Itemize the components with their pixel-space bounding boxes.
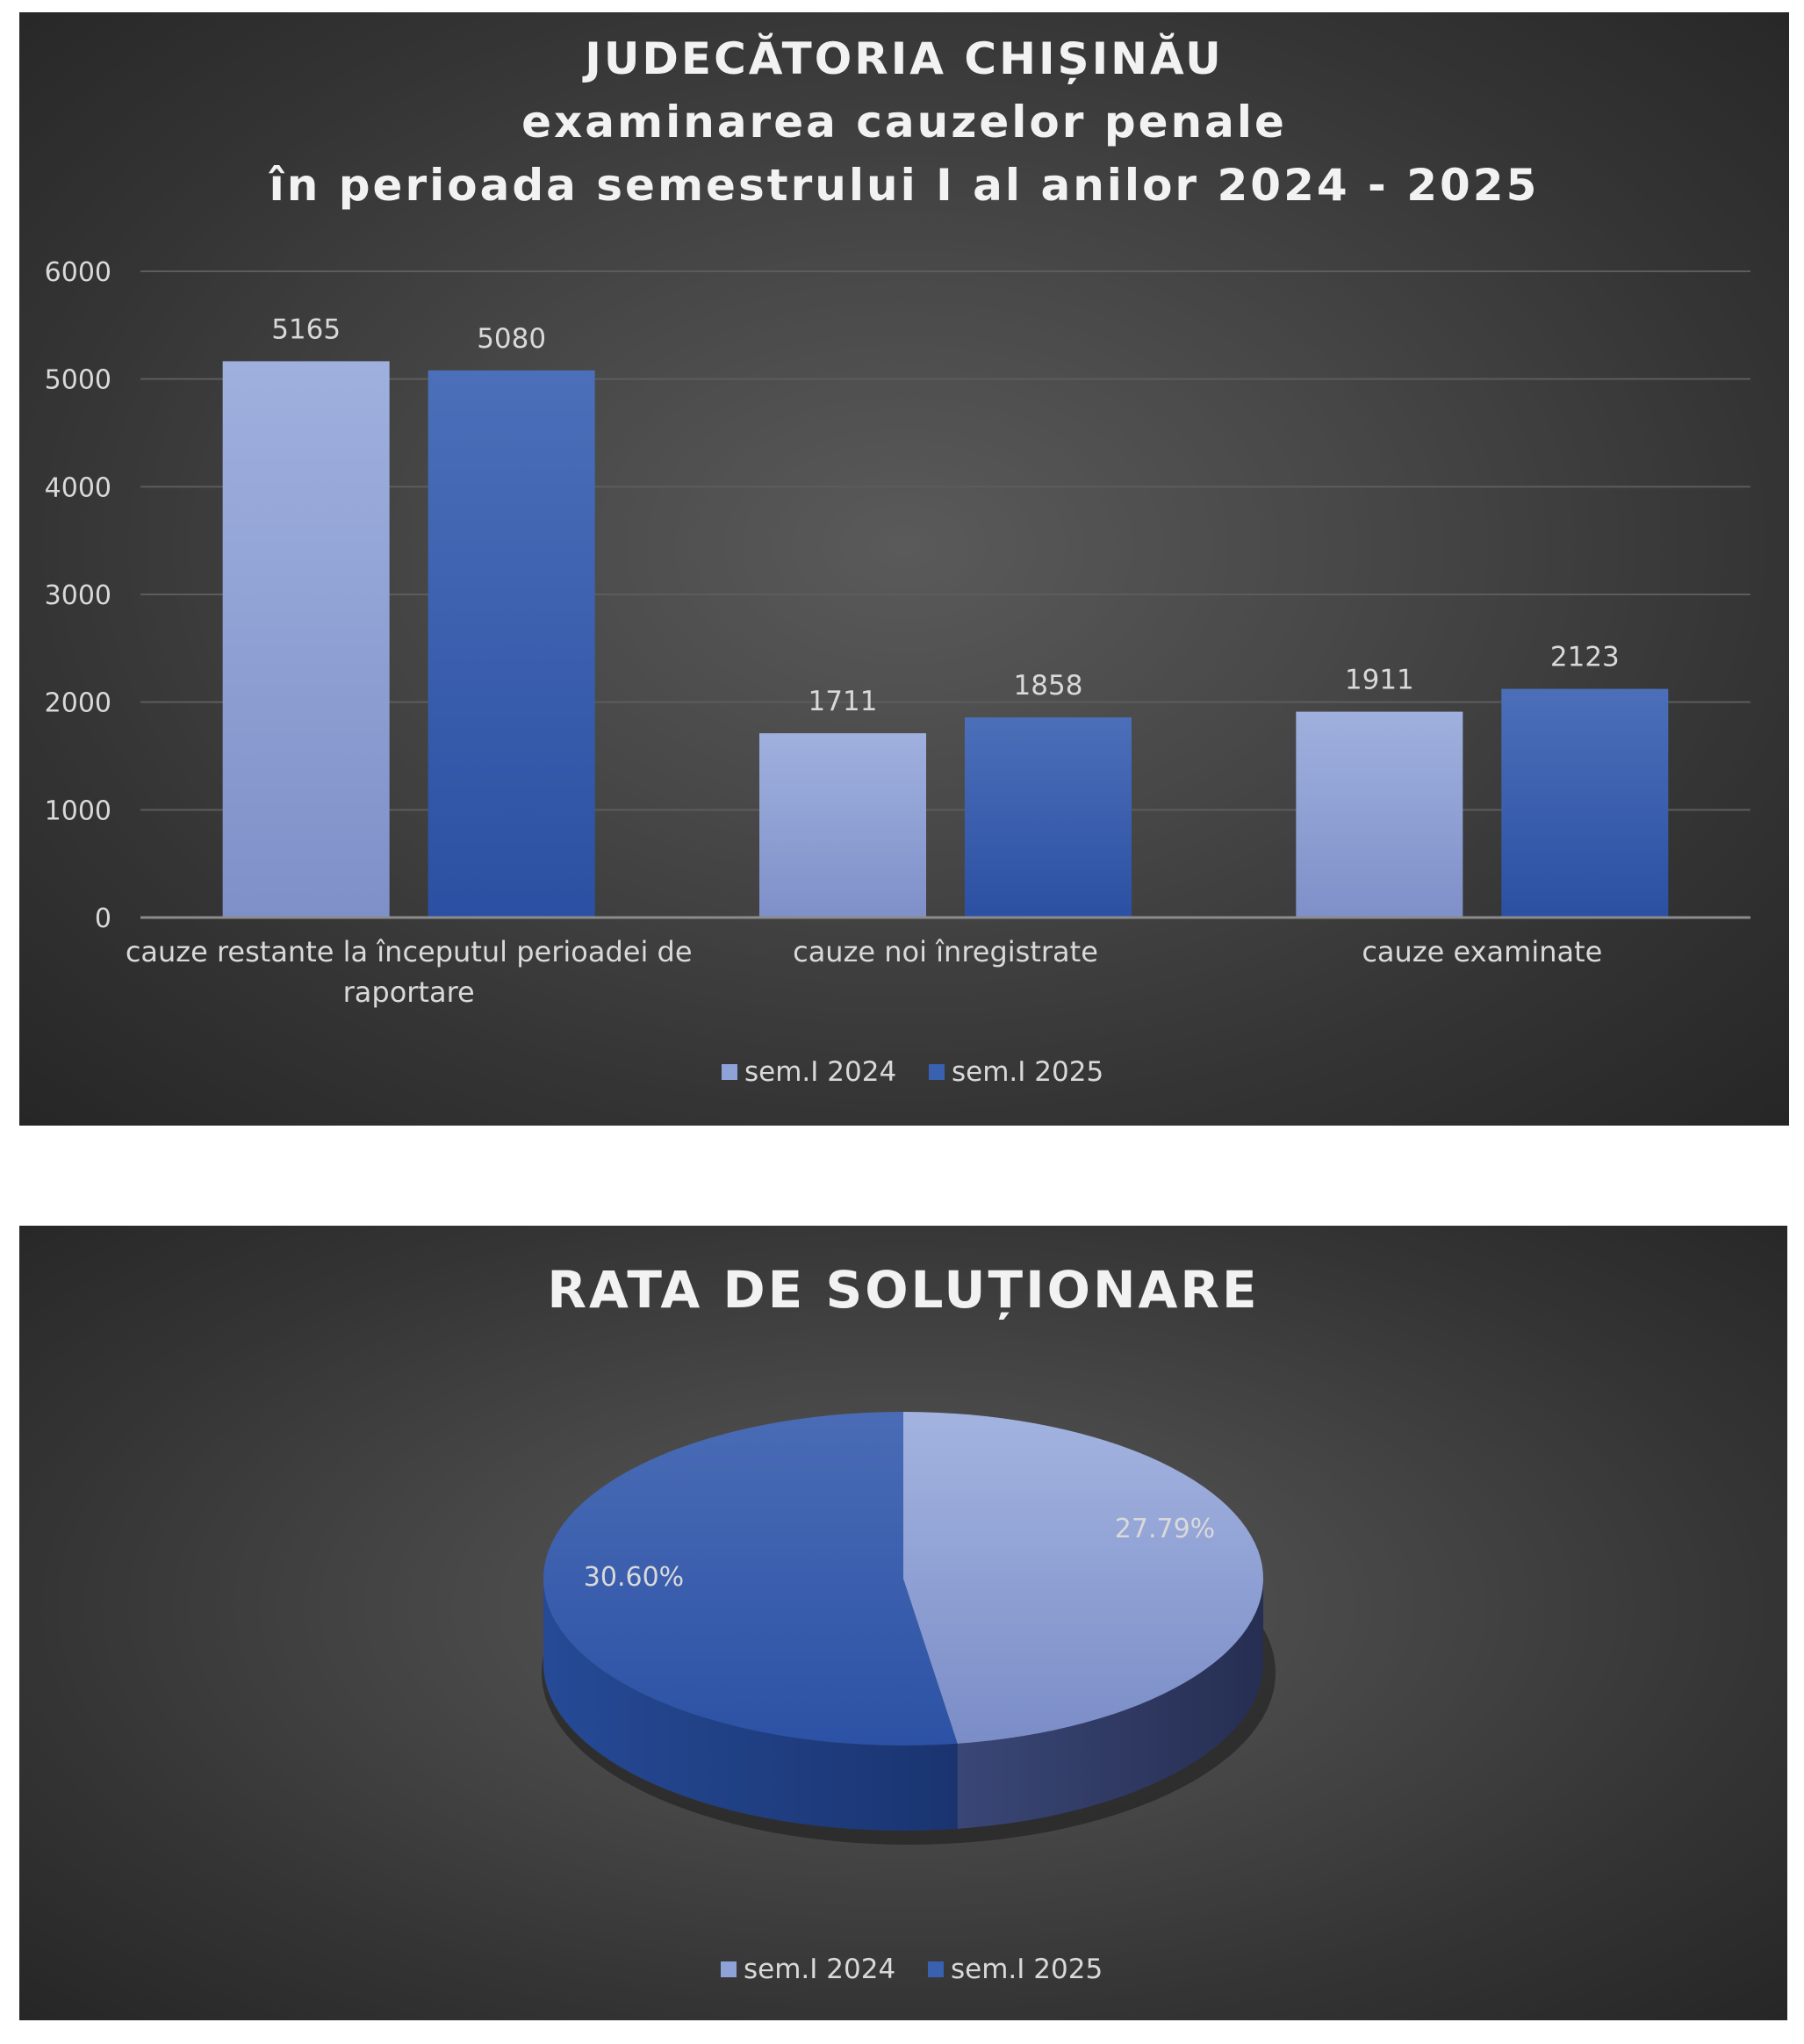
bar-chart-legend (722, 1056, 1103, 1088)
legend-label-2025: sem.I 2025 (952, 1056, 1104, 1088)
y-tick-label: 2000 (44, 687, 111, 719)
x-axis-categories (126, 935, 1603, 1009)
bar-chart-title-line-2: examinarea cauzelor penale (521, 97, 1287, 148)
legend-label-2024: sem.I 2024 (744, 1056, 897, 1088)
pie-legend-label-2024: sem.I 2024 (744, 1954, 896, 1985)
pie-legend-label-2025: sem.I 2025 (951, 1954, 1103, 1985)
bars (223, 361, 1669, 918)
bar-chart-title-line-1: JUDECĂTORIA CHIȘINĂU (585, 33, 1224, 84)
bar-sem-i-2025-1 (965, 717, 1132, 918)
bar-sem-i-2025-2 (1501, 689, 1668, 918)
bar-chart (19, 12, 1789, 1126)
y-tick-label: 4000 (44, 472, 111, 504)
pie-data-label-2024: 27.79% (1114, 1514, 1216, 1544)
pie-chart (19, 1226, 1787, 2020)
bar-chart-title-line-3: în perioada semestrului I al anilor 2024 - 2025 (269, 160, 1540, 211)
y-tick-label: 0 (94, 903, 111, 934)
bar-chart-panel (19, 12, 1789, 1126)
y-tick-label: 1000 (44, 795, 111, 827)
bar-sem-i-2024-2 (1296, 712, 1463, 918)
x-category-label: raportare (342, 975, 475, 1009)
pie-slices (542, 1412, 1276, 1845)
bar-sem-i-2025-0 (428, 371, 595, 918)
bar-sem-i-2024-0 (223, 361, 390, 918)
y-tick-label: 3000 (44, 580, 111, 611)
bar-sem-i-2024-1 (759, 733, 926, 918)
y-axis-ticks (45, 257, 111, 934)
data-label: 1711 (808, 686, 878, 718)
pie-legend-swatch-2025 (928, 1961, 944, 1977)
y-tick-label: 5000 (44, 364, 111, 396)
pie-data-label-2025: 30.60% (583, 1562, 685, 1593)
x-category-label: cauze restante la începutul perioadei de (125, 935, 693, 968)
pie-chart-panel (19, 1226, 1787, 2020)
x-category-label: cauze examinate (1362, 935, 1603, 968)
pie-legend-swatch-2024 (721, 1961, 737, 1977)
y-tick-label: 6000 (44, 257, 111, 288)
legend-swatch-2024 (722, 1064, 737, 1080)
pie-chart-title: RATA DE SOLUȚIONARE (547, 1260, 1260, 1320)
legend-swatch-2025 (929, 1064, 945, 1080)
data-label: 1858 (1013, 670, 1083, 702)
pie-chart-legend (721, 1954, 1103, 1985)
data-label: 5080 (477, 322, 547, 355)
data-label: 1911 (1344, 664, 1414, 696)
x-category-label: cauze noi înregistrate (793, 935, 1098, 968)
data-label: 2123 (1549, 641, 1620, 673)
data-label: 5165 (271, 313, 341, 346)
